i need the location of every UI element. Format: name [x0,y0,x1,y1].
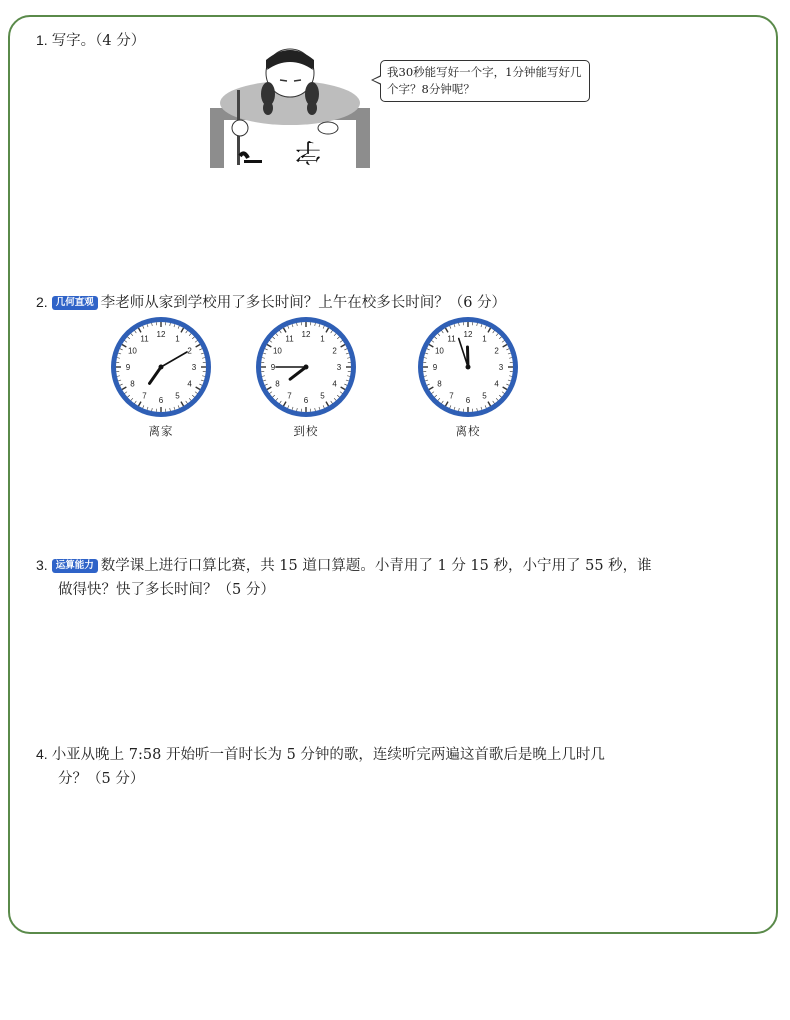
clock-numeral: 5 [320,391,325,401]
clock-numeral: 11 [140,334,149,344]
question-text-line-1: 数学课上进行口算比赛，共 15 道口算题。小青用了 1 分 15 秒，小宁用了 55 秒，谁 [100,558,652,574]
question-number: 2. [36,294,48,310]
clock-label: 离家 [148,424,174,438]
clock-center [159,365,164,370]
girl-writing-illustration [210,48,370,168]
clock-numeral: 4 [187,379,192,389]
clock-numeral: 12 [301,330,311,339]
clock-numeral: 5 [175,391,180,401]
clock-numeral: 1 [320,334,325,344]
clock-center [304,365,309,370]
clock-numeral: 8 [437,379,442,389]
clock-numeral: 1 [175,334,180,344]
question-3 [36,553,746,602]
clock-numeral: 4 [494,379,499,389]
clock-numeral: 2 [332,346,337,356]
skill-tag: 运算能力 [52,559,98,573]
clock-numeral: 12 [463,330,473,339]
question-text-line-2: 分？（5 分） [58,771,145,787]
clock-leave-school [416,315,520,438]
question-text: 李老师从家到学校用了多长时间？上午在校多长时间？（6 分） [100,295,507,311]
calligraphy-character: 字 [294,136,322,166]
clock-numeral: 5 [482,391,487,401]
question-number: 4. [36,746,48,762]
clock-numeral: 3 [191,363,197,372]
clock-numeral: 11 [447,334,456,344]
clock-numeral: 11 [285,334,294,344]
question-1 [36,28,145,53]
clock-numeral: 6 [158,396,164,405]
clock-numeral: 7 [449,391,454,401]
question-number: 1. [36,32,48,48]
clock-face [416,315,520,419]
clock-numeral: 2 [494,346,499,356]
clock-numeral: 3 [498,363,504,372]
skill-tag: 几何直观 [52,296,98,310]
clock-numeral: 9 [270,363,276,372]
question-text-line-2: 做得快？快了多长时间？（5 分） [58,582,275,598]
question-number: 3. [36,557,48,573]
clock-arrive-school [254,315,358,438]
clock-numeral: 3 [336,363,342,372]
clock-numeral: 10 [272,346,282,356]
bubble-text: 我30秒能写好一个字，1分钟能写好几个字？8分钟呢？ [387,65,582,96]
clock-numeral: 10 [434,346,444,356]
clock-numeral: 9 [432,363,438,372]
clock-numeral: 12 [156,330,166,339]
clock-leave-home [109,315,213,438]
clock-center [466,365,471,370]
clock-face [109,315,213,419]
clock-numeral: 8 [275,379,280,389]
clock-numeral: 6 [303,396,309,405]
clock-numeral: 4 [332,379,337,389]
clock-numeral: 6 [465,396,471,405]
speech-bubble [380,60,590,102]
clock-numeral: 7 [142,391,147,401]
clock-label: 离校 [455,424,481,438]
question-text-line-1: 小亚从晚上 7:58 开始听一首时长为 5 分钟的歌，连续听完两遍这首歌后是晚上几时几 [51,747,605,763]
question-2 [36,290,506,315]
page-frame [8,15,778,934]
clock-numeral: 7 [287,391,292,401]
clock-numeral: 8 [130,379,135,389]
clock-numeral: 1 [482,334,487,344]
clock-numeral: 10 [127,346,137,356]
clock-numeral: 2 [187,346,192,356]
clock-numeral: 9 [125,363,131,372]
clock-label: 到校 [293,424,319,438]
question-4 [36,742,746,791]
question-text: 写字。（4 分） [51,33,146,49]
clock-face [254,315,358,419]
